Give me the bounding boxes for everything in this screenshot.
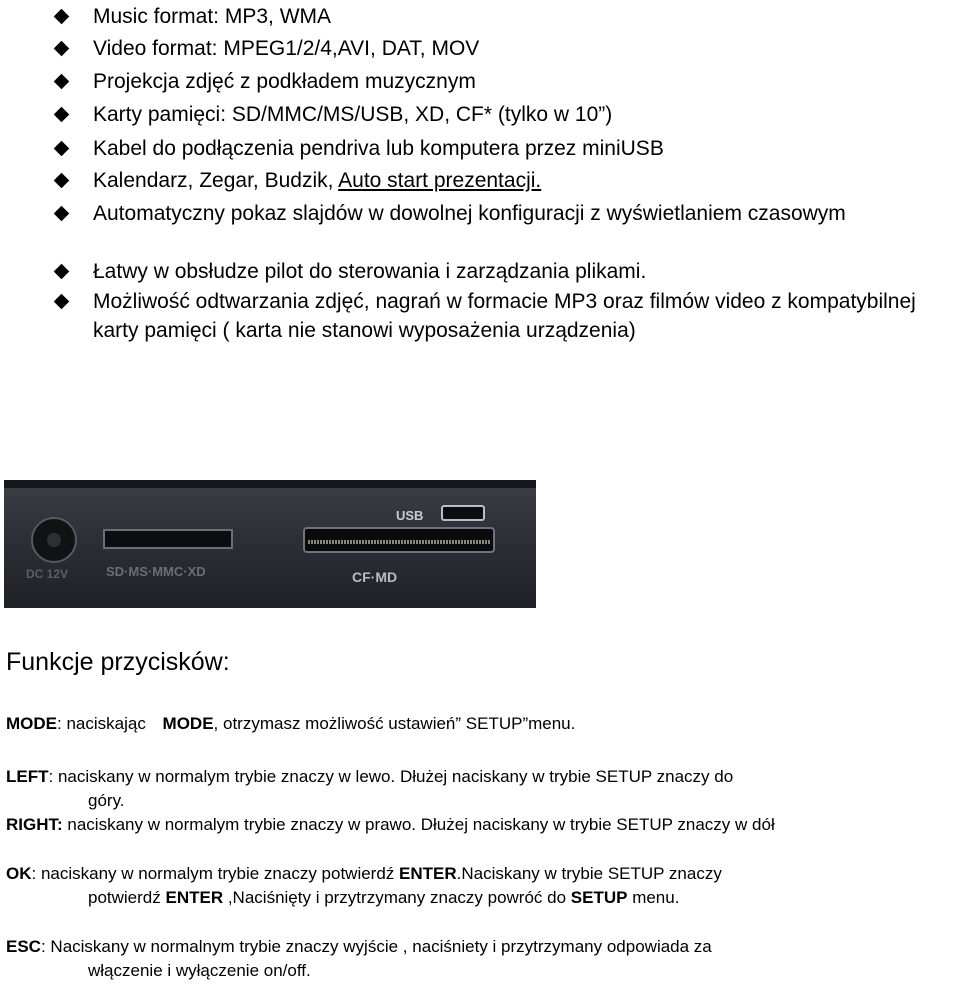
section-title: Funkcje przycisków: (6, 648, 230, 676)
feature-text (93, 166, 943, 195)
feature-text: Projekcja zdjęć z podkładem muzycznym (93, 70, 476, 93)
function-esc-cont (88, 959, 311, 983)
diamond-bullet-icon (54, 41, 70, 57)
enter-key: ENTER (399, 864, 457, 883)
diamond-bullet-icon (54, 9, 70, 25)
feature-text: Łatwy w obsłudze pilot do sterowania i zarządzania plikami. (93, 260, 647, 283)
feature-text: Karty pamięci: SD/MMC/MS/USB, XD, CF* (tylko w 10”) (93, 103, 613, 126)
device-ports-illustration (4, 480, 536, 608)
function-ok (6, 862, 722, 886)
function-text: potwierdź (88, 888, 166, 907)
function-text: , otrzymasz możliwość ustawień” SETUP”menu. (213, 714, 576, 733)
feature-text-part: Kalendarz, Zegar, Budzik, (93, 169, 339, 192)
diamond-bullet-icon (54, 264, 70, 280)
enter-key: ENTER (165, 888, 224, 907)
dc-label: DC 12V (26, 567, 69, 581)
function-text: włączenie i wyłączenie on/off. (88, 961, 311, 980)
key-name: ESC (6, 937, 41, 956)
function-text: : Naciskany w normalnym trybie znaczy wyjście , naciśniety i przytrzymany odpowiada za (40, 937, 712, 956)
feature-text: Video format: MPEG1/2/4,AVI, DAT, MOV (93, 37, 480, 60)
key-name: LEFT (6, 767, 49, 786)
key-name: OK (6, 864, 32, 883)
function-esc (6, 935, 712, 959)
usb-label: USB (396, 508, 424, 523)
feature-text: Music format: MP3, WMA (93, 5, 332, 28)
device-ports-photo (4, 480, 536, 608)
cf-label: CF·MD (352, 569, 398, 585)
function-mode (6, 712, 575, 736)
diamond-bullet-icon (54, 74, 70, 90)
diamond-bullet-icon (54, 107, 70, 123)
function-text: : naciskany w normalym trybie znaczy potwierdź (31, 864, 400, 883)
sd-slot-icon (104, 530, 232, 548)
key-name: MODE (6, 714, 57, 733)
key-name: RIGHT: (6, 815, 63, 834)
setup-key: SETUP (570, 888, 628, 907)
function-ok-cont (88, 886, 679, 910)
diamond-bullet-icon (54, 173, 70, 189)
diamond-bullet-icon (54, 206, 70, 222)
function-right (6, 813, 960, 837)
sd-label: SD·MS·MMC·XD (106, 564, 206, 579)
feature-text: Kabel do podłączenia pendriva lub komputera przez miniUSB (93, 137, 664, 160)
function-text: menu. (627, 888, 680, 907)
function-text: ,Naciśnięty i przytrzymany znaczy powróć do (223, 888, 571, 907)
function-text: : naciskając (57, 714, 151, 733)
function-text: góry. (88, 791, 125, 810)
feature-text: Automatyczny pokaz slajdów w dowolnej konfiguracji z wyświetlaniem czasowym (93, 202, 846, 225)
function-left (6, 765, 733, 789)
diamond-bullet-icon (54, 294, 70, 310)
feature-text: Możliwość odtwarzania zdjęć, nagrań w formacie MP3 oraz filmów video z kompatybilnej karty pamięci ( karta nie stanowi wyposażenia urządzenia) (93, 290, 916, 342)
function-text: : naciskany w normalym trybie znaczy w lewo. Dłużej naciskany w trybie SETUP znaczy do (48, 767, 734, 786)
key-name: MODE (162, 714, 214, 733)
function-text: .Naciskany w trybie SETUP znaczy (456, 864, 722, 883)
diamond-bullet-icon (54, 141, 70, 157)
function-left-cont (88, 789, 125, 813)
function-text: naciskany w normalym trybie znaczy w prawo. Dłużej naciskany w trybie SETUP znaczy w dół (62, 815, 775, 834)
usb-port-icon (442, 506, 484, 520)
feature-link-text: Auto start prezentacji. (338, 169, 542, 192)
